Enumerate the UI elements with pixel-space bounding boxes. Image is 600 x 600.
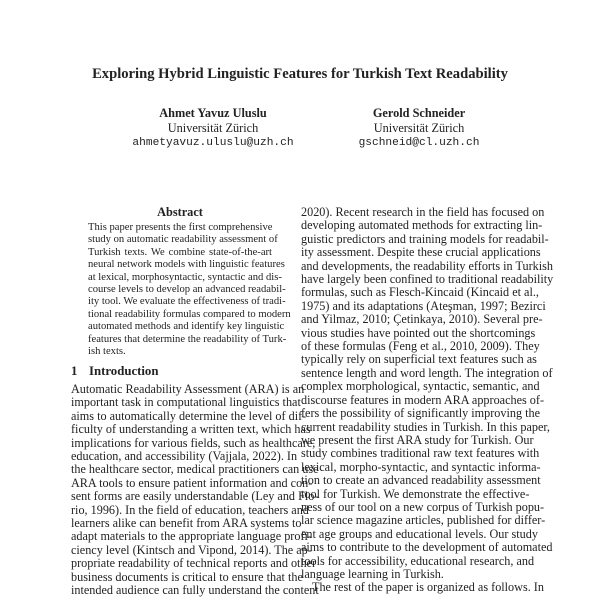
section-heading [71, 364, 158, 379]
text-line: the healthcare sector, medical practitioners can use [71, 462, 319, 477]
text-line: ent age groups and educational levels. Our study [301, 526, 538, 541]
text-line: ness of our tool on a new corpus of Turkish popu- [301, 499, 545, 514]
text-line: fers the possibility of significantly improving the [301, 406, 540, 421]
text-line: 2020). Recent research in the field has focused on [301, 205, 545, 219]
section-number: 1 [71, 364, 78, 378]
author-1 [103, 106, 323, 151]
text-line: ciency level (Kintsch and Vipond, 2014). The ap- [71, 542, 312, 557]
text-line: The rest of the paper is organized as follows. In [312, 580, 544, 595]
text-line: developing automated methods for extracting lin- [301, 218, 543, 233]
text-line: typically rely on superficial text features such as [301, 352, 537, 367]
abstract-heading: Abstract [157, 205, 203, 219]
text-line: aims to automatically determine the level of dif- [71, 408, 307, 423]
author-name: Gerold Schneider [372, 106, 466, 120]
text-line: ARA tools to ensure patient information and con- [71, 475, 313, 490]
text-line: This paper presents the first comprehensive [88, 222, 273, 233]
text-line: ity assessment. Despite these crucial applications [301, 245, 541, 260]
text-line: language learning in Turkish. [301, 566, 444, 581]
text-line: adapt materials to the appropriate language profi- [71, 529, 312, 544]
text-line: sentence length and word length. The integration of [301, 365, 553, 380]
left-column-body [71, 382, 319, 598]
section-title: Introduction [89, 364, 159, 378]
text-line: at lexical, morphosyntactic, syntactic and dis- [88, 271, 282, 283]
text-line: study combines traditional raw text features with [301, 446, 540, 461]
text-line: tool for Turkish. We demonstrate the effective- [301, 486, 530, 501]
text-line: 1975) and its adaptations (Ateşman, 1997; Bezirci [301, 298, 546, 313]
text-line: tion to create an advanced readability assessment [301, 473, 541, 488]
text-line: business documents is critical to ensure that the [71, 569, 303, 584]
text-line: Turkish texts. We combine state-of-the-art [88, 246, 272, 258]
text-line: guistic predictors and training models for readabil- [301, 231, 549, 246]
text-line: ish texts. [88, 346, 126, 358]
author-2 [309, 106, 529, 151]
text-line: tional readability formulas compared to modern [88, 308, 291, 320]
text-line: implications for various fields, such as healthcare, [71, 435, 316, 450]
text-line: vious studies have pointed out the shortcomings [301, 325, 536, 340]
text-line: neural network models with linguistic features [88, 259, 285, 271]
text-line: propriate readability of technical reports and other [71, 556, 316, 571]
text-line: and developments, the readability efforts in Turkish [301, 258, 553, 273]
text-line: important task in computational linguistics that [71, 395, 301, 410]
text-line: Automatic Readability Assessment (ARA) is an [71, 382, 305, 396]
text-line: intended audience can fully understand the content [71, 583, 319, 598]
text-line: learners alike can benefit from ARA systems to [71, 516, 302, 531]
right-column-body [301, 205, 554, 595]
author-email: gschneid@cl.uzh.ch [358, 137, 480, 149]
text-line: course levels to develop an advanced readabil- [88, 284, 286, 296]
text-line: education, and accessibility (Vajjala, 2022). In [71, 449, 298, 464]
text-line: rio, 1996). In the field of education, teachers and [71, 502, 309, 517]
text-line: we present the first ARA study for Turkish. Our [301, 432, 534, 447]
text-line: aims to contribute to the development of automated [301, 540, 553, 555]
text-line: formulas, such as Flesch-Kincaid (Kincaid et al., [301, 285, 539, 300]
text-line: have largely been confined to traditional readability [301, 272, 554, 287]
text-line: automated methods and identify key linguistic [88, 321, 285, 333]
text-line: sent forms are easily understandable (Ley and Flo- [71, 489, 319, 504]
text-line: lexical, morpho-syntactic, and syntactic informa- [301, 459, 541, 474]
text-line: tools for accessibility, educational research, and [301, 553, 535, 568]
text-line: and Yilmaz, 2010; Çetinkaya, 2010). Several pre- [301, 312, 543, 327]
author-name: Ahmet Yavuz Uluslu [159, 106, 267, 120]
paper-title: Exploring Hybrid Linguistic Features for Turkish Text Readability [92, 66, 508, 82]
abstract-body [88, 222, 291, 358]
text-line: complex morphological, syntactic, semantic, and [301, 379, 540, 394]
text-line: features that determine the readability of Turk- [88, 333, 287, 345]
text-line: of these formulas (Feng et al., 2010, 2009). They [301, 339, 540, 354]
text-line: ity tool. We evaluate the effectiveness of tradi- [88, 296, 286, 308]
text-line: study on automatic readability assessment of [88, 234, 278, 246]
text-line: lar science magazine articles, published for differ- [301, 513, 546, 528]
author-email: ahmetyavuz.uluslu@uzh.ch [132, 137, 294, 149]
author-affiliation: Universität Zürich [167, 121, 259, 135]
author-affiliation: Universität Zürich [373, 121, 465, 135]
text-line: discourse features in modern ARA approaches of- [301, 392, 544, 407]
text-line: ficulty of understanding a written text, which has [71, 422, 311, 437]
text-line: current readability studies in Turkish. In this paper, [301, 419, 550, 434]
